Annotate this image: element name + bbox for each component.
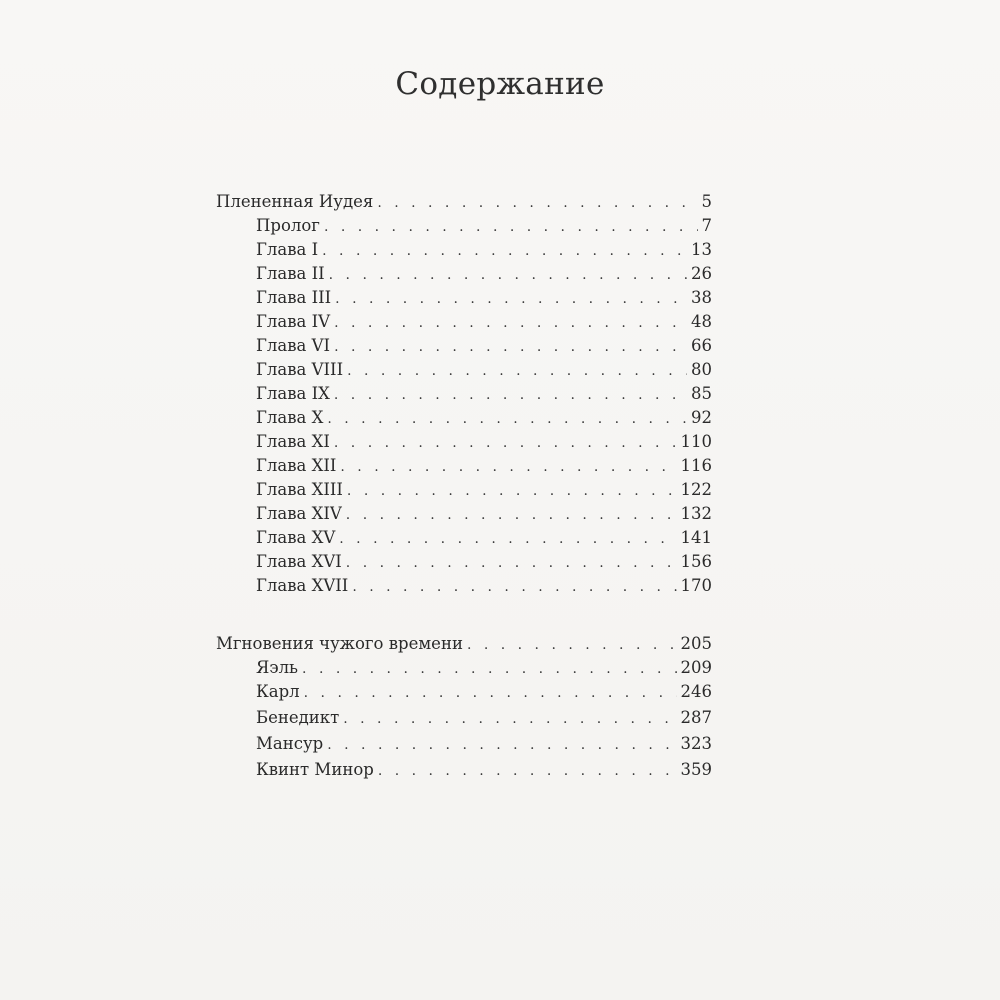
toc-entry (256, 708, 712, 732)
toc-leader-dots (334, 339, 687, 355)
toc-entry (256, 576, 712, 600)
toc-entry (256, 336, 712, 360)
toc-leader-dots (340, 459, 676, 475)
toc-entry-label: Глава XIII (256, 480, 343, 499)
toc-leader-dots (334, 387, 687, 403)
toc-entry-label: Глава IV (256, 312, 331, 331)
toc-entry (256, 658, 712, 682)
toc-entry (256, 682, 712, 706)
toc-page-number: 122 (680, 480, 712, 499)
toc-leader-dots (347, 483, 677, 499)
toc-section-1-heading (216, 192, 712, 216)
toc-section-label: Мгновения чужого времени (216, 634, 463, 653)
toc-entry-label: Глава I (256, 240, 319, 259)
toc-entry (256, 288, 712, 312)
toc-page-number: 5 (701, 192, 712, 211)
toc-entry (256, 734, 712, 758)
toc-page-number: 170 (680, 576, 712, 595)
toc-leader-dots (304, 685, 677, 701)
toc-entry-label: Глава VI (256, 336, 331, 355)
toc-leader-dots (352, 579, 676, 595)
toc-entry-label: Глава IX (256, 384, 330, 403)
toc-section-2-heading (216, 634, 712, 658)
toc-entry (256, 552, 712, 576)
toc-entry (256, 216, 712, 240)
toc-leader-dots (327, 411, 687, 427)
toc-page-number: 85 (691, 384, 712, 403)
toc-entry-label: Бенедикт (256, 708, 340, 727)
toc-entry-label: Пролог (256, 216, 320, 235)
toc-entry (256, 312, 712, 336)
toc-entry-label: Мансур (256, 734, 324, 753)
toc-entry (256, 240, 712, 264)
toc-leader-dots (377, 195, 697, 211)
toc-entry-label: Глава XI (256, 432, 330, 451)
toc-leader-dots (334, 315, 687, 331)
toc-entry-label: Квинт Минор (256, 760, 374, 779)
toc-leader-dots (324, 219, 698, 235)
toc-page-number: 92 (691, 408, 712, 427)
toc-leader-dots (346, 555, 677, 571)
toc-leader-dots (327, 737, 676, 753)
toc-entry-label: Глава XVI (256, 552, 342, 571)
toc-page-number: 246 (680, 682, 712, 701)
toc-entry (256, 384, 712, 408)
toc-entry (256, 432, 712, 456)
toc-entry-label: Яэль (256, 658, 299, 677)
toc-leader-dots (334, 435, 677, 451)
toc-entry-label: Глава XV (256, 528, 336, 547)
toc-leader-dots (322, 243, 687, 259)
toc-leader-dots (302, 661, 676, 677)
toc-page-number: 7 (701, 216, 712, 235)
toc-leader-dots (467, 637, 677, 653)
toc-page-number: 132 (680, 504, 712, 523)
toc-entry-label: Глава II (256, 264, 325, 283)
toc-page-number: 141 (680, 528, 712, 547)
toc-page-number: 80 (691, 360, 712, 379)
toc-leader-dots (378, 763, 677, 779)
toc-page-number: 66 (691, 336, 712, 355)
toc-entry-label: Глава X (256, 408, 324, 427)
toc-entry (256, 504, 712, 528)
toc-page-number: 48 (691, 312, 712, 331)
toc-entry (256, 760, 712, 784)
toc-entry (256, 456, 712, 480)
toc-section-label: Плененная Иудея (216, 192, 374, 211)
toc-entry (256, 360, 712, 384)
toc-entry-label: Глава XII (256, 456, 337, 475)
toc-entry (256, 528, 712, 552)
toc-entry (256, 408, 712, 432)
toc-page-number: 287 (680, 708, 712, 727)
toc-leader-dots (329, 267, 687, 283)
page-title: Содержание (395, 66, 605, 102)
toc-page-number: 323 (680, 734, 712, 753)
toc-leader-dots (335, 291, 687, 307)
toc-entry-label: Глава XVII (256, 576, 349, 595)
toc-page-number: 13 (691, 240, 712, 259)
toc-leader-dots (343, 711, 676, 727)
toc-entry (256, 264, 712, 288)
toc-entry-label: Глава III (256, 288, 332, 307)
toc-leader-dots (339, 531, 676, 547)
toc-leader-dots (347, 363, 687, 379)
toc-entry-label: Карл (256, 682, 300, 701)
toc-page-number: 26 (691, 264, 712, 283)
toc-page-number: 110 (680, 432, 712, 451)
toc-entry (256, 480, 712, 504)
toc-leader-dots (346, 507, 677, 523)
toc-entry-label: Глава XIV (256, 504, 342, 523)
toc-page-number: 156 (680, 552, 712, 571)
toc-page-number: 38 (691, 288, 712, 307)
toc-entry-label: Глава VIII (256, 360, 344, 379)
toc-page-number: 209 (680, 658, 712, 677)
toc-page-number: 359 (680, 760, 712, 779)
toc-page-number: 205 (680, 634, 712, 653)
toc-page-number: 116 (680, 456, 712, 475)
